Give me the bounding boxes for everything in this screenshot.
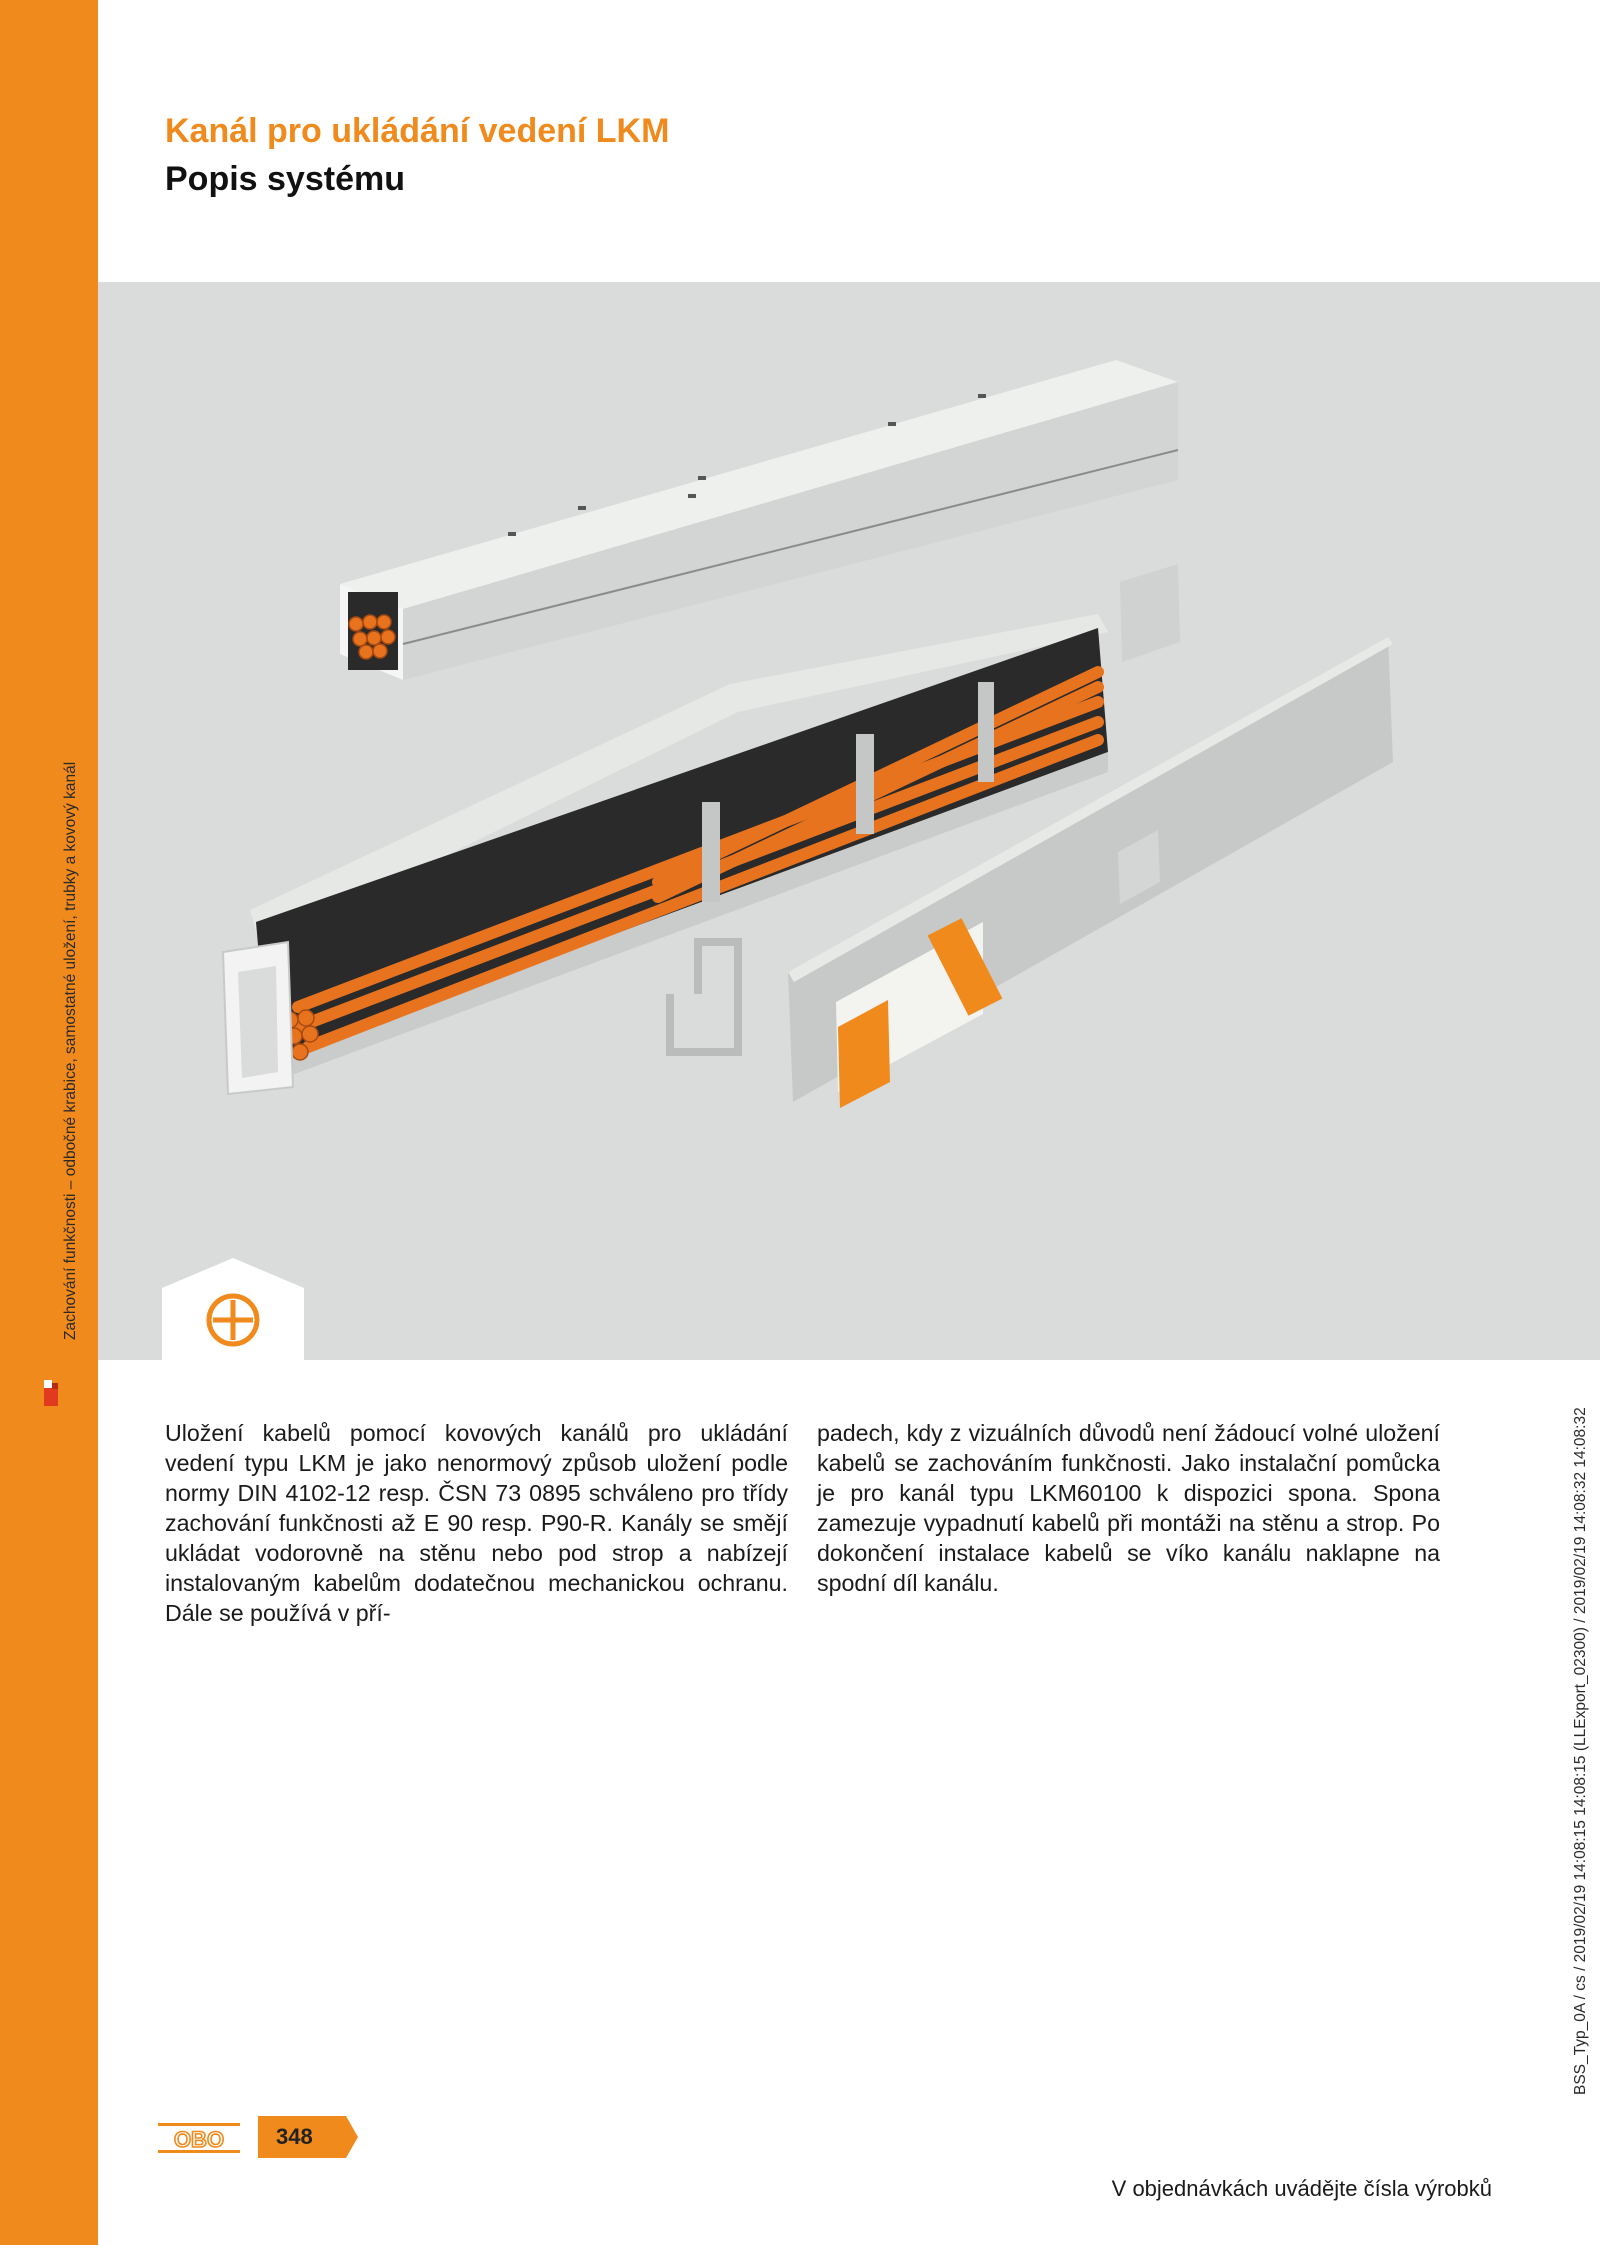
page-title: Kanál pro ukládání vedení LKM xyxy=(165,112,670,150)
page-subtitle: Popis systému xyxy=(165,160,405,198)
description-column-2: padech, kdy z vizuálních důvodů není žádoucí volné uložení kabelů se zachováním funkčnosti. Jako instalační pomůcka je pro kanál typu LKM60100 k dispozici spona. Spona zamezuje vypadnutí kabelů při montáži na stěnu a strop. Po dokončení instalace kabelů se víko kanálu naklapne na spodní díl kanálu. xyxy=(817,1420,1440,1596)
description-column-1: Uložení kabelů pomocí kovových kanálů pro ukládání vedení typu LKM je jako nenormový způsob uložení podle normy DIN 4102-12 resp. ČSN 73 0895 schváleno pro třídy zachování funkčnosti až E 90 resp. P90-R. Kanály se smějí ukládat vodorovně na stěnu nebo pod strop a nabízejí instalovaným kabelům dodatečnou mechanickou ochranu. Dále se používá v pří- xyxy=(165,1420,788,1626)
plus-badge xyxy=(162,1258,304,1360)
obo-logo xyxy=(158,2121,240,2155)
svg-text:OBO: OBO xyxy=(173,2127,225,2152)
export-metadata-text: BSS_Typ_0A / cs / 2019/02/19 14:08:15 14:08:15 (LLExport_02300) / 2019/02/19 14:08:32 14:08:32 xyxy=(1572,1407,1589,2095)
sidebar-caption-text: Zachování funkčnosti – odbočné krabice, samostatné uložení, trubky a kovový kanál xyxy=(62,761,79,1340)
end-cap xyxy=(223,942,293,1094)
cable-duct-exploded-view xyxy=(98,282,1600,1360)
footer-note: V objednávkách uvádějte čísla výrobků xyxy=(1111,2176,1492,2201)
page-number: 348 xyxy=(276,2124,313,2149)
orange-sidebar xyxy=(0,0,98,2245)
sidebar-marker-icon xyxy=(40,1380,62,1410)
product-illustration xyxy=(98,282,1600,1360)
cable-clip xyxy=(670,942,738,1052)
